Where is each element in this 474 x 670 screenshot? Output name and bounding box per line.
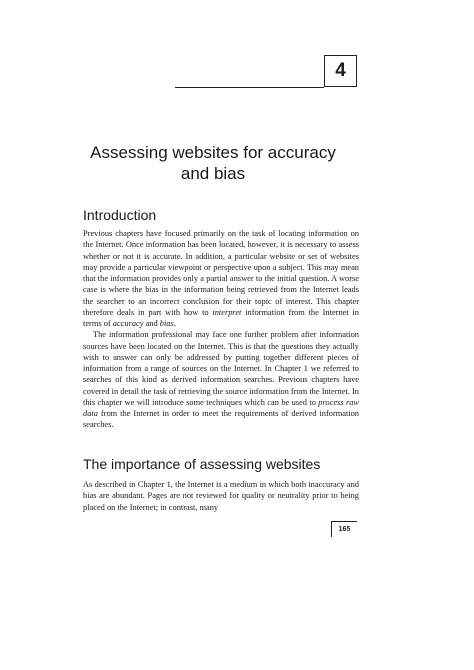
text-run: Previous chapters have focused primarily on the task of locating information on the Internet. Once information has been located, however, it is necessary to assess whether or not it is accurate. In addition, a particular website or set of websites may provide a particular viewpoint or perspective upon a subject. This may mean that the information provides only a partial answer to the initial question. A worse case is where the bias in the information being retrieved from the Internet leads the searcher to an incorrect conclusion for their topic of interest. This chapter therefore deals in part with how to	[83, 229, 359, 317]
page-number: 165	[338, 526, 351, 533]
italic-text-run: process raw data	[83, 397, 359, 418]
chapter-number: 4	[335, 60, 346, 81]
section-heading-introduction: Introduction	[83, 207, 157, 223]
section-heading-importance: The importance of assessing websites	[83, 456, 321, 472]
italic-text-run: interpret	[212, 307, 242, 317]
paragraph	[83, 228, 359, 329]
italic-text-run: bias	[159, 319, 174, 328]
page-number-box	[331, 521, 357, 537]
text-run: information from the Internet in terms of	[83, 307, 359, 328]
chapter-title-line-2: and bias	[180, 164, 246, 183]
importance-body	[83, 479, 359, 513]
text-run: The information professional may face one further problem after information sources have been located on the Internet. This is that the questions they actually wish to answer can only be addressed by putting together different pieces of information from a range of sources on the Internet. In Chapter 1 we referred to searches of this kind as derived information searches. Previous chapters have covered in detail the task of retrieving the source information from the Internet. In this chapter we will introduce some techniques which can be used to	[83, 330, 359, 407]
chapter-number-box	[324, 55, 357, 87]
header-rule	[175, 87, 324, 88]
chapter-title	[60, 142, 366, 184]
text-run: from the Internet in order to meet the requirements of derived information searches.	[83, 409, 359, 430]
paragraph	[83, 479, 359, 513]
text-run: .	[173, 319, 176, 328]
italic-text-run: accuracy	[112, 319, 144, 328]
text-run: and	[143, 319, 160, 328]
introduction-body	[83, 228, 359, 431]
text-run: As described in Chapter 1, the Internet is a medium in which both inaccuracy and bias are abundant. Pages are not reviewed for quality or neutrality prior to being placed on the Internet; in contrast, many	[83, 480, 359, 512]
chapter-title-line-1: Assessing websites for accuracy	[90, 143, 336, 162]
paragraph	[83, 329, 359, 430]
